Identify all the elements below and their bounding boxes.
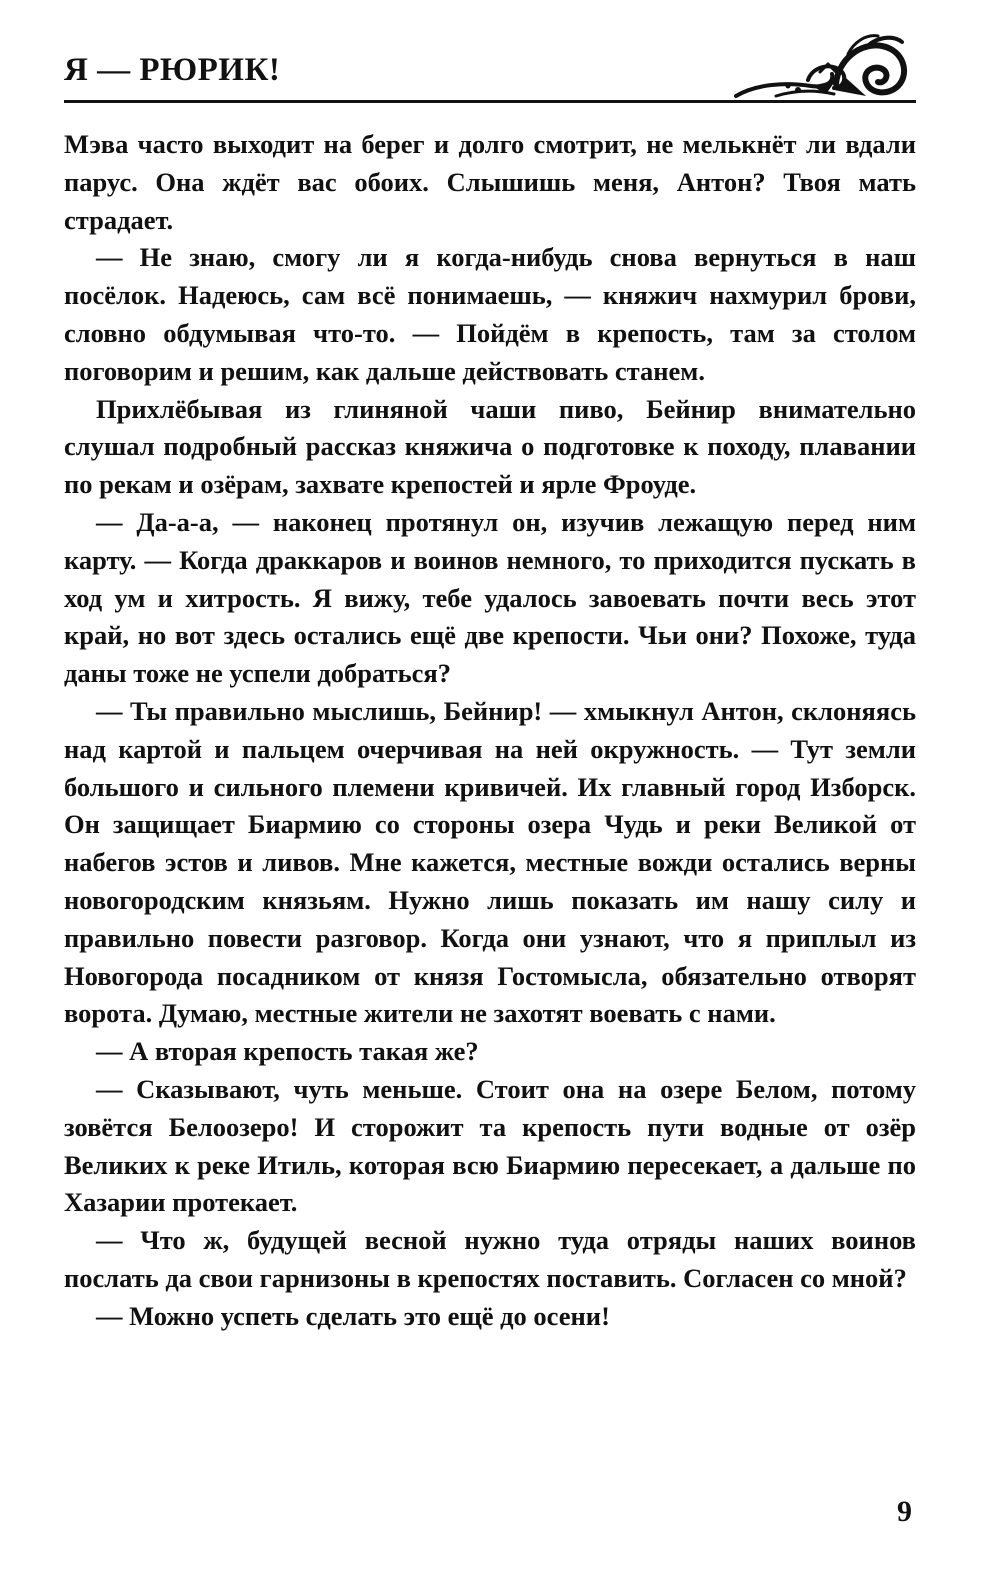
body-text	[64, 126, 916, 1336]
paragraph: — Можно успеть сделать это ещё до осени!	[96, 1300, 610, 1331]
paragraph: — Сказывают, чуть меньше. Стоит она на озере Белом, потому зовётся Белоозеро! И сторожит та крепость пути водные от озёр Великих к реке Итиль, которая всю Биармию пересекает, а дальше по Хазарии протекает.	[64, 1073, 916, 1218]
page-number: 9	[897, 1495, 912, 1528]
paragraph: Прихлёбывая из глиняной чаши пиво, Бейнир внимательно слушал подробный рассказ княжича о подготовке к походу, плавании по рекам и озёрам, захвате крепостей и ярле Фроуде.	[64, 393, 916, 500]
book-title: Я — РЮРИК!	[64, 52, 281, 88]
paragraph: — Ты правильно мыслишь, Бейнир! — хмыкнул Антон, склоняясь над картой и пальцем очерчивая на ней окружность. — Тут земли большого и сильного племени кривичей. Их главный город Изборск. Он защищает Биармию со стороны озера Чудь и реки Великой от набегов эстов и ливов. Мне кажется, местные вожди остались верны новогородским князьям. Нужно лишь показать им нашу силу и правильно повести разговор. Когда они узнают, что я приплыл из Новогорода посадником от князя Гостомысла, обязательно отворят ворота. Думаю, местные жители не захотят воевать с нами.	[64, 695, 916, 1029]
paragraph: — А вторая крепость такая же?	[96, 1036, 479, 1067]
paragraph: Мэва часто выходит на берег и долго смотрит, не мелькнёт ли вдали парус. Она ждёт вас обоих. Слышишь меня, Антон? Твоя мать страдает.	[64, 129, 916, 235]
running-head	[64, 44, 916, 106]
scroll-ornament-icon	[716, 24, 916, 104]
paragraph: — Не знаю, смогу ли я когда-нибудь снова вернуться в наш посёлок. Надеюсь, сам всё понимаешь, — княжич нахмурил брови, словно обдумывая что-то. — Пойдём в крепость, там за столом поговорим и решим, как дальше действовать станем.	[64, 242, 916, 386]
paragraph: — Да-а-а, — наконец протянул он, изучив лежащую перед ним карту. — Когда драккаров и воинов немного, то приходится пускать в ход ум и хитрость. Я вижу, тебе удалось завоевать почти весь этот край, но вот здесь остались ещё две крепости. Чьи они? Похоже, туда даны тоже не успели добраться?	[64, 506, 916, 689]
paragraph: — Что ж, будущей весной нужно туда отряды наших воинов послать да свои гарнизоны в крепостях поставить. Согласен со мной?	[64, 1225, 916, 1293]
